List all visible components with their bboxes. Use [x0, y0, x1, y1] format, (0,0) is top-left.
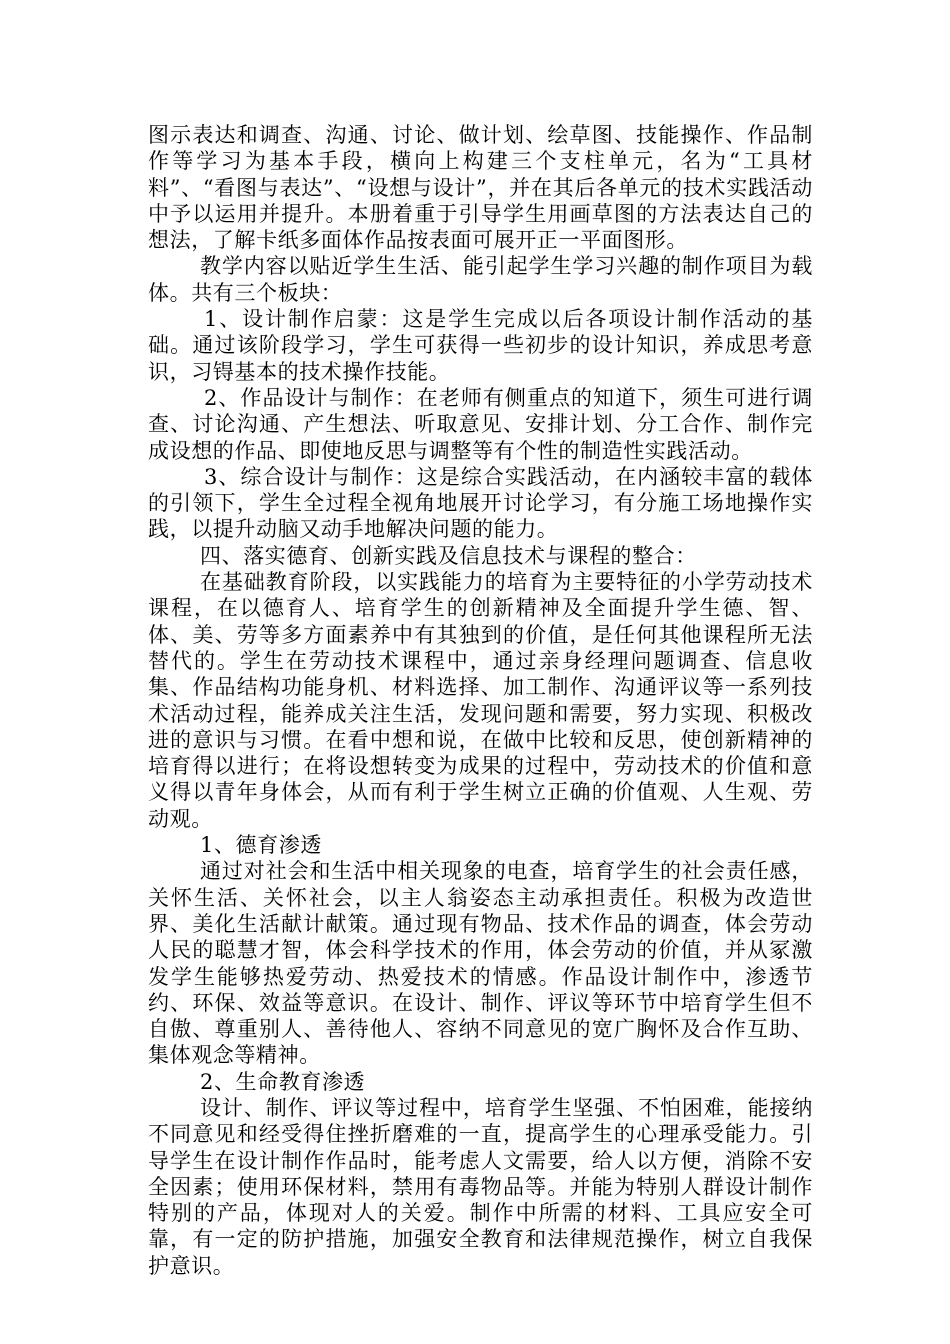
- list-item-paragraph: 2、作品设计与制作：在老师有侧重点的知道下，须生可进行调查、讨论沟通、产生想法、听取意见、安排计划、分工合作、制作完成设想的作品、即使地反思与调整等有个性的制造性实践活动。: [148, 385, 813, 463]
- document-body: [148, 122, 813, 1279]
- section-heading: 四、落实德育、创新实践及信息技术与课程的整合：: [200, 543, 697, 568]
- list-item-paragraph: 1、设计制作启蒙：这是学生完成以后各项设计制作活动的基础。通过该阶段学习，学生可获得一些初步的设计知识，养成思考意识，习锝基本的技术操作技能。: [148, 307, 813, 384]
- list-item-paragraph: 3、综合设计与制作：这是综合实践活动，在内涵较丰富的载体的引领下，学生全过程全视角地展开讨论学习，有分施工场地操作实践，以提升动脑又动手地解决问题的能力。: [148, 464, 813, 542]
- paragraph: 图示表达和调查、沟通、讨论、做计划、绘草图、技能操作、作品制作等学习为基本手段，横向上构建三个支柱单元，名为“工具材料”、“看图与表达”、“设想与设计”，并在其后各单元的技术实践活动中予以运用并提升。本册着重于引导学生用画草图的方法表达自己的想法，了解卡纸多面体作品按表面可展开正一平面图形。: [148, 123, 813, 253]
- paragraph: 在基础教育阶段，以实践能力的培育为主要特征的小学劳动技术课程，在以德育人、培育学生的创新精神及全面提升学生德、智、体、美、劳等多方面素养中有其独到的价值，是任何其他课程所无法替代的。学生在劳动技术课程中，通过亲身经理问题调查、信息收集、作品结构功能身机、材料选择、加工制作、沟通评议等一系列技术活动过程，能养成关注生活，发现问题和需要，努力实现、积极改进的意识与习惯。在看中想和说，在做中比较和反思，使创新精神的培育得以进行；在将设想转变为成果的过程中，劳动技术的价值和意义得以青年身体会，从而有利于学生树立正确的价值观、人生观、劳动观。: [148, 570, 813, 831]
- paragraph: 教学内容以贴近学生生活、能引起学生学习兴趣的制作项目为载体。共有三个板块：: [148, 254, 813, 305]
- paragraph: 设计、制作、评议等过程中，培育学生坚强、不怕困难，能接纳不同意见和经受得住挫折磨难的一直，提高学生的心理承受能力。引导学生在设计制作作品时，能考虑人文需要，给人以方便，消除不安全因素；使用环保材料，禁用有毒物品等。并能为特别人群设计制作特别的产品，体现对人的关爱。制作中所需的材料、工具应安全可靠，有一定的防护措施，加强安全教育和法律规范操作，树立自我保护意识。: [148, 1095, 813, 1278]
- subsection-heading: 1、德育渗透: [200, 833, 322, 858]
- paragraph: 通过对社会和生活中相关现象的电查，培育学生的社会责任感，关怀生活、关怀社会，以主人翁姿态主动承担责任。积极为改造世界、美化生活献计献策。通过现有物品、技术作品的调查，体会劳动人民的聪慧才智，体会科学技术的作用，体会劳动的价值，并从冢激发学生能够热爱劳动、热爱技术的情感。作品设计制作中，渗透节约、环保、效益等意识。在设计、制作、评议等环节中培育学生但不自傲、尊重别人、善待他人、容纳不同意见的宽广胸怀及合作互助、集体观念等精神。: [148, 859, 813, 1068]
- subsection-heading: 2、生命教育渗透: [200, 1069, 366, 1094]
